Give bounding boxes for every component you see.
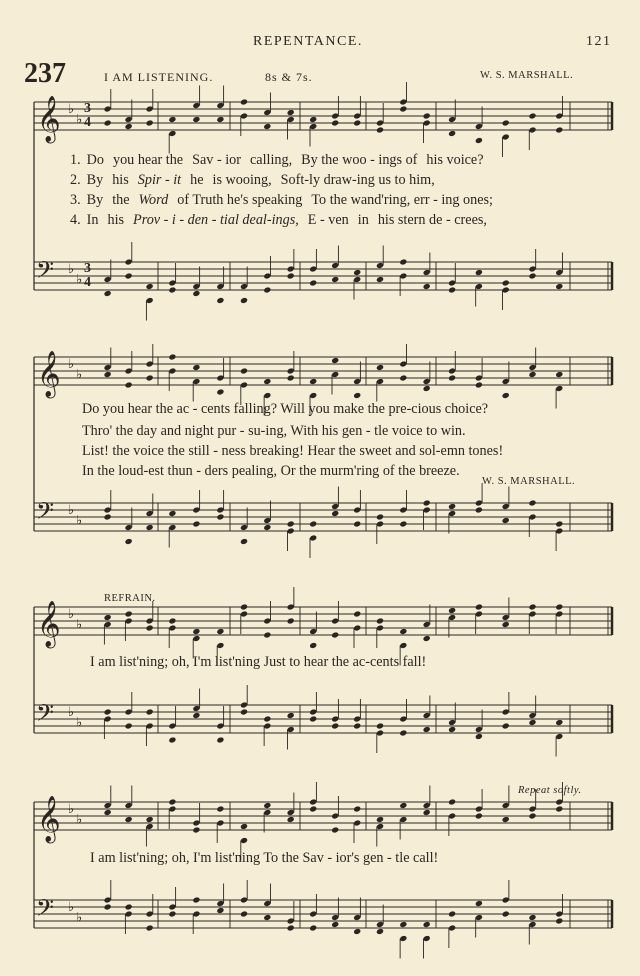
svg-text:𝄢: 𝄢 xyxy=(36,894,55,927)
svg-text:♭: ♭ xyxy=(76,617,83,633)
verse-number: 1. xyxy=(70,152,81,168)
page-number: 121 xyxy=(586,34,612,49)
refrain-line-2: I am list'ning; oh, I'm list'ning To the Sav - ior's gen - tle call! xyxy=(90,850,439,866)
verse-line xyxy=(70,152,493,169)
svg-text:𝄞: 𝄞 xyxy=(37,601,61,647)
verse-word: Do xyxy=(86,152,104,168)
verse-word: By xyxy=(86,172,104,188)
verse-line-2d: In the loud-est thun - ders pealing, Or the murm'ring of the breeze. xyxy=(82,463,460,479)
verse-word: Prov - i - den - tial deal-ings, xyxy=(133,212,299,228)
svg-text:♭: ♭ xyxy=(68,357,75,372)
repeat-direction: Repeat softly. xyxy=(518,785,582,796)
verse-word: the xyxy=(112,192,130,208)
composer-credit: W. S. MARSHALL. xyxy=(480,70,574,81)
verse-word: To the wand'ring, err - ing ones; xyxy=(311,192,493,208)
verse-line xyxy=(70,172,444,189)
svg-text:𝄢: 𝄢 xyxy=(36,699,55,732)
refrain-line-1: I am list'ning; oh, I'm list'ning Just to hear the ac-cents fall! xyxy=(90,654,427,670)
time-signature: 4 xyxy=(84,275,91,290)
verse-line xyxy=(70,212,496,229)
verse-word: is wooing, xyxy=(212,172,272,188)
verse-word: you hear the xyxy=(112,152,184,168)
verse-number: 2. xyxy=(70,172,81,188)
svg-text:𝄞: 𝄞 xyxy=(37,96,61,142)
bass-staff-2 xyxy=(34,483,612,558)
svg-text:♭: ♭ xyxy=(68,102,75,117)
svg-text:♭: ♭ xyxy=(68,802,75,817)
time-signature: 4 xyxy=(84,115,91,130)
verse-word: his stern de - crees, xyxy=(377,212,487,228)
verse-word: his voice? xyxy=(426,152,484,168)
svg-text:♭: ♭ xyxy=(68,900,75,915)
svg-text:♭: ♭ xyxy=(76,812,83,828)
verse-word: Word xyxy=(138,192,169,208)
verse-line-2b: Thro' the day and night pur - su-ing, With his gen - tle voice to win. xyxy=(82,423,466,439)
verse-number: 3. xyxy=(70,192,81,208)
verse-word: In xyxy=(86,212,99,228)
hymn-title: I AM LISTENING. xyxy=(104,70,214,84)
svg-text:♭: ♭ xyxy=(68,607,75,622)
verse-line xyxy=(70,192,502,209)
svg-text:♭: ♭ xyxy=(68,262,75,277)
verse-word: Soft-ly draw-ing us to him, xyxy=(280,172,435,188)
svg-text:𝄢: 𝄢 xyxy=(36,256,55,289)
svg-text:♭: ♭ xyxy=(76,112,83,128)
svg-text:♭: ♭ xyxy=(76,367,83,383)
svg-text:𝄞: 𝄞 xyxy=(37,796,61,842)
svg-text:♭: ♭ xyxy=(76,513,83,529)
verse-number: 4. xyxy=(70,212,81,228)
bass-staff-1 xyxy=(34,242,612,321)
hymn-number: 237 xyxy=(24,58,66,89)
bass-staff-3 xyxy=(34,685,612,757)
verse-line-2a: Do you hear the ac - cents falling? Will you make the pre-cious choice? xyxy=(82,401,489,417)
bass-staff-4 xyxy=(34,880,612,959)
svg-text:♭: ♭ xyxy=(76,272,83,288)
svg-text:♭: ♭ xyxy=(68,503,75,518)
svg-text:♭: ♭ xyxy=(68,705,75,720)
svg-text:♭: ♭ xyxy=(76,715,83,731)
treble-staff-1 xyxy=(34,82,612,157)
verse-word: he xyxy=(190,172,204,188)
verse-word: Sav - ior xyxy=(192,152,241,168)
time-signature: 3 xyxy=(84,101,91,116)
verse-word: By xyxy=(86,192,104,208)
verse-word: his xyxy=(107,212,125,228)
verse-word: calling, xyxy=(249,152,293,168)
hymn-meter: 8s & 7s. xyxy=(265,70,313,84)
time-signature: 3 xyxy=(84,261,91,276)
verse-word: of Truth he's speaking xyxy=(177,192,303,208)
svg-text:♭: ♭ xyxy=(76,910,83,926)
verse-word: By the woo - ings of xyxy=(301,152,418,168)
refrain-label: REFRAIN. xyxy=(104,593,156,604)
verse-word: E - ven xyxy=(307,212,349,228)
section-heading: REPENTANCE. xyxy=(253,34,363,49)
verse-word: Spir - it xyxy=(137,172,182,188)
verse-word: his xyxy=(112,172,129,188)
svg-text:𝄢: 𝄢 xyxy=(36,497,55,530)
composer-credit-2: W. S. MARSHALL. xyxy=(482,476,576,487)
verse-word: in xyxy=(357,212,369,228)
svg-text:𝄞: 𝄞 xyxy=(37,351,61,397)
verse-line-2c: List! the voice the still - ness breaking! Hear the sweet and sol-emn tones! xyxy=(82,443,504,459)
